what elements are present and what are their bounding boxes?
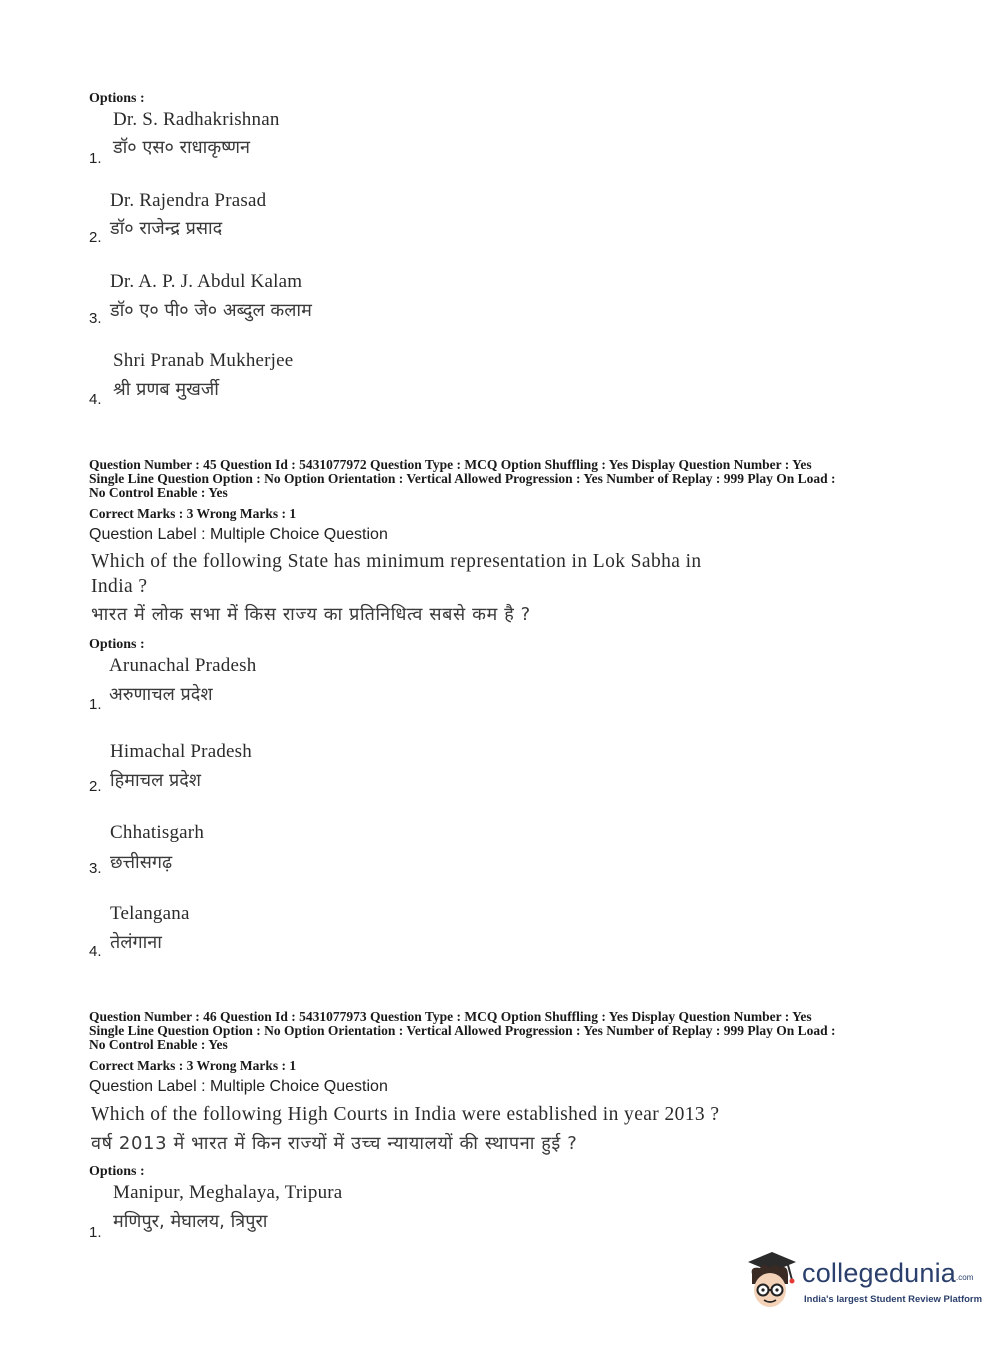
question-label: Question Label : Multiple Choice Question — [89, 1078, 388, 1095]
option-1-hindi: मणिपुर, मेघालय, त्रिपुरा — [113, 1211, 268, 1232]
question-meta-line: No Control Enable : Yes — [89, 1037, 228, 1052]
question-marks: Correct Marks : 3 Wrong Marks : 1 — [89, 506, 297, 521]
option-1-english: Manipur, Meghalaya, Tripura — [113, 1182, 343, 1203]
question-meta-line: Question Number : 46 Question Id : 5431077973 Question Type : MCQ Option Shuffling : Yes Display Question Number : Yes — [89, 1009, 812, 1024]
option-3-hindi: डॉ० ए० पी० जे० अब्दुल कलाम — [110, 300, 312, 321]
option-2-english: Himachal Pradesh — [110, 741, 252, 762]
option-3-number: 3. — [89, 860, 102, 877]
collegedunia-logo — [742, 1250, 983, 1312]
option-1-number: 1. — [89, 1224, 102, 1241]
question-marks: Correct Marks : 3 Wrong Marks : 1 — [89, 1058, 297, 1073]
question-label: Question Label : Multiple Choice Question — [89, 526, 388, 543]
option-1-number: 1. — [89, 150, 102, 167]
question-text-hindi: वर्ष 2013 में भारत में किन राज्यों में उच्च न्यायालयों की स्थापना हुई ? — [91, 1133, 578, 1154]
option-1-hindi: डॉ० एस० राधाकृष्णन — [113, 137, 250, 158]
options-heading: Options : — [89, 91, 145, 106]
logo-suffix: .com — [956, 1273, 974, 1282]
option-2-hindi: हिमाचल प्रदेश — [110, 770, 202, 791]
option-2-number: 2. — [89, 229, 102, 246]
option-1-english: Arunachal Pradesh — [109, 655, 257, 676]
mascot-icon — [742, 1250, 800, 1312]
option-1-hindi: अरुणाचल प्रदेश — [109, 684, 213, 705]
option-2-english: Dr. Rajendra Prasad — [110, 190, 267, 211]
option-1-english: Dr. S. Radhakrishnan — [113, 109, 280, 130]
option-3-hindi: छत्तीसगढ़ — [110, 852, 173, 873]
question-text-english: Which of the following High Courts in India were established in year 2013 ? — [91, 1104, 720, 1125]
question-meta-line: No Control Enable : Yes — [89, 485, 228, 500]
question-text-english: India ? — [91, 576, 148, 597]
option-3-english: Dr. A. P. J. Abdul Kalam — [110, 271, 303, 292]
options-heading: Options : — [89, 1164, 145, 1179]
question-meta-line: Question Number : 45 Question Id : 5431077972 Question Type : MCQ Option Shuffling : Yes Display Question Number : Yes — [89, 457, 812, 472]
option-4-english: Shri Pranab Mukherjee — [113, 350, 294, 371]
options-heading: Options : — [89, 637, 145, 652]
option-2-hindi: डॉ० राजेन्द्र प्रसाद — [110, 218, 223, 239]
option-3-english: Chhatisgarh — [110, 822, 205, 843]
question-meta-line: Single Line Question Option : No Option Orientation : Vertical Allowed Progression : Yes Number of Replay : 999 Play On Load : — [89, 1023, 836, 1038]
logo-wordmark: collegedunia — [802, 1258, 957, 1288]
option-1-number: 1. — [89, 696, 102, 713]
option-4-english: Telangana — [110, 903, 190, 924]
option-4-hindi: श्री प्रणब मुखर्जी — [113, 379, 219, 400]
option-2-number: 2. — [89, 778, 102, 795]
option-4-hindi: तेलंगाना — [110, 932, 162, 953]
question-text-english: Which of the following State has minimum representation in Lok Sabha in — [91, 551, 702, 572]
question-text-hindi: भारत में लोक सभा में किस राज्य का प्रतिनिधित्व सबसे कम है ? — [91, 604, 531, 625]
option-4-number: 4. — [89, 391, 102, 408]
option-3-number: 3. — [89, 310, 102, 327]
option-4-number: 4. — [89, 943, 102, 960]
logo-tagline: India's largest Student Review Platform — [804, 1294, 983, 1305]
question-meta-line: Single Line Question Option : No Option Orientation : Vertical Allowed Progression : Yes Number of Replay : 999 Play On Load : — [89, 471, 836, 486]
